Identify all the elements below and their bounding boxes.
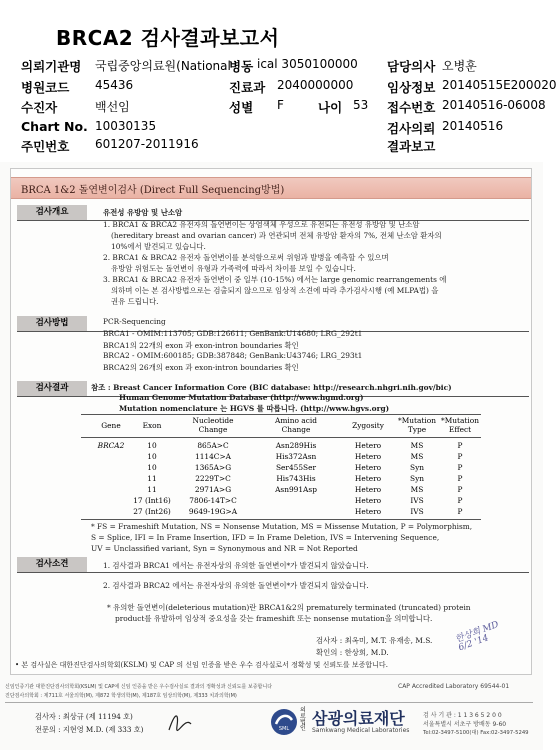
overview-section-label: 검사개요 (17, 205, 87, 220)
test-request-value: 20140516 (442, 119, 504, 133)
address-line-2: 서울특별시 서초구 방배동 9-60 (423, 721, 507, 728)
cell-exon: 17 (Int16) (133, 496, 171, 505)
overview-line-1: 1. BRCA1 & BRCA2 유전자의 돌연변이는 상염색체 우성으로 유전되는 유전성 유방암 및 난소암 (103, 220, 420, 229)
clinical-info-value: 20140515E200020 (442, 78, 556, 92)
accession-label: 접수번호 (387, 100, 436, 115)
table-bottom-rule (81, 519, 481, 520)
cell-mutation-type: IVS (410, 496, 424, 505)
cell-zygosity: Hetero (354, 463, 382, 472)
cell-mutation-effect: P (457, 452, 463, 461)
table-header (11, 416, 531, 436)
cell-nucleotide: 2229T>C (195, 474, 231, 483)
doctor-value: 오병훈 (442, 59, 477, 73)
findings-divider (17, 572, 529, 573)
svg-text:SML: SML (278, 726, 290, 732)
institute-type: 의료 법인 (300, 707, 306, 732)
cell-nucleotide: 1114C>A (195, 452, 231, 461)
cell-zygosity: Hetero (354, 507, 382, 516)
overview-line-3: 10%에서 발견되고 있습니다. (111, 242, 206, 251)
table-header-rule (81, 437, 481, 438)
accession-value: 20140516-06008 (442, 98, 546, 112)
method-line-4: BRCA2 - OMIM:600185; GDB:387848; GenBank:U43746; LRG_293t1 (103, 351, 363, 360)
age-label: 나이 (318, 100, 343, 115)
cell-exon: 27 (Int26) (133, 507, 171, 516)
institute-english-name: Samkwang Medical Laboratories (312, 727, 410, 734)
reference-line-2: Human Genome Mutation Database (http://www.hgmd.org) (119, 393, 364, 402)
overview-line-8: 권유 드립니다. (111, 297, 159, 306)
cell-zygosity: Hetero (354, 452, 382, 461)
cap-line: CAP Accredited Laboratory 69544-01 (398, 683, 510, 690)
findings-section-label: 검사소견 (17, 557, 87, 572)
cell-exon: 10 (147, 463, 157, 472)
report-frame (10, 168, 532, 675)
cell-exon: 11 (147, 485, 157, 494)
cell-nucleotide: 9649-19G>A (188, 507, 238, 516)
cell-mutation-effect: P (457, 507, 463, 516)
address-line-3: Tel:02-3497-5100(대) Fax:02-3497-5249 (423, 730, 529, 736)
cell-amino-acid: Asn289His (275, 441, 317, 450)
col-mutation-effect: *Mutation Effect (441, 416, 479, 434)
findings-line-4: product를 유발하여 임상적 중요성을 갖는 frameshift 또는 nonsense mutation을 의미합니다. (115, 614, 433, 623)
cell-exon: 10 (147, 441, 157, 450)
requesting-org-label: 의뢰기관명 (21, 59, 82, 74)
test-request-label: 검사의뢰 (387, 121, 436, 136)
bottom-divider (5, 702, 533, 703)
address-line-1: 검 사 기 관 : 1 1 3 6 5 2 0 0 (423, 712, 502, 719)
clinic-value: 2040000000 (277, 78, 354, 92)
examiner-line: 검사자 : 최옥미, M.T. 유재송, M.S. (316, 636, 433, 645)
cell-mutation-type: MS (410, 441, 424, 450)
legend-line-3: UV = Unclassified variant, Syn = Synonymous and NR = Not Reported (91, 544, 358, 553)
patient-label: 수진자 (21, 100, 58, 115)
table-row (11, 452, 531, 463)
cell-amino-acid: His743His (276, 474, 316, 483)
table-row (11, 485, 531, 496)
findings-line-3: * 유의한 돌연변이(deleterious mutation)란 BRCA1&2의 prematurely terminated (truncated) protein (107, 603, 471, 612)
legend-line-2: S = Splice, IFI = In Frame Insertion, IFD = In Frame Deletion, IVS = Intervening Sequence, (91, 533, 440, 542)
col-nucleotide: Nucleotide Change (192, 416, 234, 434)
method-line-5: BRCA2의 26개의 exon 과 exon-intron boundaries 확인 (103, 363, 299, 372)
cert-small-line-2: 진단검사의학회 : 제711호 서울의학(M), 제872 학생의학(M), 제187호 임상의학(M), 제333 치과의학(M) (5, 693, 237, 699)
cell-zygosity: Hetero (354, 496, 382, 505)
report-title: BRCA2 검사결과보고서 (56, 26, 280, 50)
ward-label: 병동 (229, 59, 254, 74)
cell-mutation-effect: P (457, 496, 463, 505)
col-mutation-type: *Mutation Type (398, 416, 436, 434)
clinic-label: 진료과 (229, 80, 266, 95)
cell-mutation-effect: P (457, 463, 463, 472)
result-report-label: 결과보고 (387, 139, 436, 154)
cell-exon: 10 (147, 452, 157, 461)
col-gene: Gene (101, 421, 121, 430)
cell-exon: 11 (147, 474, 157, 483)
cell-nucleotide: 7806-14T>C (189, 496, 237, 505)
samkwang-logo-icon (270, 708, 298, 736)
cell-mutation-type: IVS (410, 507, 424, 516)
clinical-info-label: 임상정보 (387, 80, 436, 95)
hospital-code-label: 병원코드 (21, 80, 70, 95)
findings-line-1: 1. 검사결과 BRCA1 에서는 유전자상의 유의한 돌연변이*가 발견되지 않았습니다. (103, 561, 369, 570)
cell-nucleotide: 2971A>G (194, 485, 232, 494)
overview-line-6: 3. BRCA1 & BRCA2 유전자 돌연변이 중 일부 (10-15%) 에서는 large genomic rearrangements 에 (103, 275, 447, 284)
age-value: 53 (353, 98, 369, 112)
cell-nucleotide: 1365A>G (194, 463, 232, 472)
col-zygosity: Zygosity (352, 421, 384, 430)
overview-line-7: 의하며 이는 본 검사방법으로는 검출되지 않으므로 임상적 소견에 따라 추가검사시행 (예 MLPA법) 을 (111, 286, 439, 295)
method-line-1: PCR-Sequencing (103, 317, 166, 326)
cell-nucleotide: 865A>C (197, 441, 229, 450)
resident-id-value: 601207-2011916 (95, 137, 199, 151)
reference-line-3: Mutation nomenclature 는 HGVS 를 따릅니다. (http://www.hgvs.org) (119, 404, 390, 413)
sex-value: F (277, 98, 284, 112)
cell-zygosity: Hetero (354, 474, 382, 483)
result-section-label: 검사결과 (17, 381, 87, 396)
cell-amino-acid: His372Asn (275, 452, 317, 461)
cell-zygosity: Hetero (354, 441, 382, 450)
sex-label: 성별 (229, 100, 254, 115)
examiner-bottom-1: 검사자 : 최상규 (제 11194 호) (35, 712, 133, 721)
cell-gene: BRCA2 (97, 441, 125, 450)
cell-amino-acid: Ser455Ser (275, 463, 317, 472)
examiner-bottom-2: 전문의 : 지현영 M.D. (제 333 호) (35, 725, 144, 734)
col-exon: Exon (142, 421, 162, 430)
report-band (11, 177, 531, 199)
handwritten-signature: 한상희 MD 6/2 '14 (454, 619, 501, 654)
col-amino-acid: Amino acid Change (275, 416, 317, 434)
hospital-code-value: 45436 (95, 78, 134, 92)
cell-mutation-effect: P (457, 474, 463, 483)
doctor-signature-icon (165, 708, 195, 738)
patient-value: 백선임 (95, 100, 130, 114)
overview-line-5: 유방암 위험도는 돌연변이 유형과 가족력에 따라서 차이를 보일 수 있습니다. (111, 264, 356, 273)
overview-line-4: 2. BRCA1 & BRCA2 유전자 돌연변이를 분석함으로써 위험과 발병을 예측할 수 있으며 (103, 253, 389, 262)
doctor-label: 담당의사 (387, 59, 436, 74)
reporter-line: 확인의 : 한상희, M.D. (316, 648, 389, 657)
overview-line-2: (hereditary breast and ovarian cancer) 과 연관되며 전체 유방암 환자의 7%, 전체 난소암 환자의 (111, 231, 442, 240)
table-row (11, 474, 531, 485)
table-row (11, 463, 531, 474)
table-row (11, 496, 531, 507)
certification-note: • 본 검사실은 대한진단검사의학회(KSLM) 및 CAP 의 신임 인증을 받은 우수 검사실로서 정확성 및 신뢰도를 보증합니다. (15, 661, 388, 669)
method-line-3: BRCA1의 22개의 exon 과 exon-intron boundaries 확인 (103, 341, 299, 350)
scanned-report (0, 162, 543, 750)
reference-line-1: 참조 : Breast Cancer Information Core (BIC database: http://research.nhgri.nih.gov/bic) (91, 383, 452, 392)
requesting-org-value: 국립중앙의료원(National (95, 59, 231, 73)
legend-line-1: * FS = Frameshift Mutation, NS = Nonsense Mutation, MS = Missense Mutation, P = Polymorphism, (91, 522, 473, 531)
ward-value: ical 3050100000 (257, 57, 358, 71)
chart-number-value: 10030135 (95, 119, 157, 133)
cell-zygosity: Hetero (354, 485, 382, 494)
findings-line-2: 2. 검사결과 BRCA2 에서는 유전자상의 유의한 돌연변이*가 발견되지 않았습니다. (103, 581, 369, 590)
cell-mutation-type: MS (410, 452, 424, 461)
method-line-2: BRCA1 - OMIM:113705; GDB:126611; GenBank:U14680; LRG_292t1 (103, 329, 363, 338)
method-section-label: 검사방법 (17, 316, 87, 331)
resident-id-label: 주민번호 (21, 139, 70, 154)
report-band-title: BRCA 1&2 돌연변이검사 (Direct Full Sequencing방법) (21, 185, 285, 196)
cert-small-line-1: 신임인증기관 대한진단검사의학회(KSLM) 및 CAP에 신임 인증을 받은 우수검사실로 결과의 정확성과 신뢰도를 보증합니다 (5, 684, 273, 690)
table-row (11, 507, 531, 518)
cell-mutation-type: Syn (410, 463, 424, 472)
cell-mutation-effect: P (457, 485, 463, 494)
cell-mutation-effect: P (457, 441, 463, 450)
overview-title: 유전성 유방암 및 난소암 (103, 208, 183, 217)
chart-number-label: Chart No. (21, 119, 88, 134)
cell-mutation-type: MS (410, 485, 424, 494)
table-row (11, 441, 531, 452)
cell-amino-acid: Asn991Asp (275, 485, 317, 494)
cell-mutation-type: Syn (410, 474, 424, 483)
table-top-rule (81, 414, 481, 415)
institute-name: 삼광의료재단 (312, 709, 405, 728)
